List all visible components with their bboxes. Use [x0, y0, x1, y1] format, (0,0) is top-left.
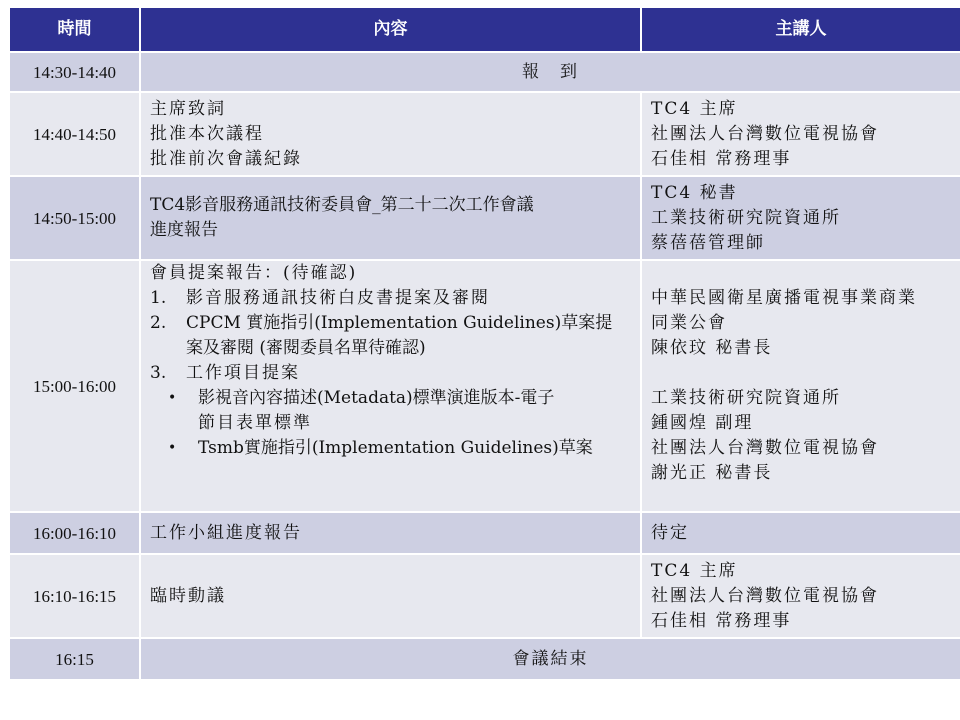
- speaker-line: 謝光正 秘書長: [651, 463, 773, 483]
- list-text: 影視音內容描述(Metadata)標準演進版本-電子: [198, 388, 555, 408]
- content-line: 主席致詞: [150, 98, 226, 119]
- list-text: 案及審閱 (審閱委員名單待確認): [186, 338, 426, 358]
- speaker-line: 同業公會: [651, 313, 727, 333]
- table-row: [10, 53, 960, 93]
- registration-cell: 報 到: [141, 53, 960, 93]
- list-text: 影音服務通訊技術白皮書提案及審閱: [186, 288, 490, 308]
- list-text: 節目表單標準: [198, 413, 312, 433]
- speaker-line: 中華民國衛星廣播電視事業商業: [651, 288, 917, 308]
- list-text: CPCM 實施指引(Implementation Guidelines)草案提: [186, 313, 613, 333]
- speaker-line: 鍾國煌 副理: [651, 413, 754, 433]
- speaker-line: 工業技術研究院資通所: [651, 388, 841, 408]
- speaker-line: TC4 主席: [651, 98, 738, 119]
- list-number: 2.: [150, 313, 167, 333]
- time-cell: 14:30-14:40: [10, 53, 141, 93]
- table-row: [10, 555, 960, 639]
- speaker-line: 社團法人台灣數位電視協會: [651, 438, 879, 458]
- content-line: 工作小組進度報告: [150, 522, 302, 543]
- table-row: [10, 93, 960, 177]
- list-text: Tsmb實施指引(Implementation Guidelines)草案: [198, 438, 593, 458]
- speaker-line: TC4 主席: [651, 560, 738, 581]
- list-item: [150, 286, 640, 311]
- table-row: [10, 261, 960, 513]
- speaker-cell: [642, 555, 960, 639]
- list-item: [150, 311, 640, 361]
- time-cell: 14:40-14:50: [10, 93, 141, 177]
- content-cell: [141, 177, 642, 261]
- content-line: 進度報告: [150, 220, 218, 240]
- speaker-cell: [642, 261, 960, 513]
- speaker-cell: [642, 513, 960, 555]
- list-number: 1.: [150, 288, 167, 308]
- content-cell: [141, 261, 642, 513]
- content-line: 批准本次議程: [150, 123, 264, 144]
- time-cell: 14:50-15:00: [10, 177, 141, 261]
- bullet-icon: •: [168, 440, 177, 456]
- speaker-line: 石佳相 常務理事: [651, 610, 792, 631]
- speaker-line: 石佳相 常務理事: [651, 148, 792, 169]
- list-number: 3.: [150, 363, 167, 383]
- header-row: [10, 8, 960, 53]
- header-time: 時間: [10, 8, 141, 53]
- list-item: [150, 361, 640, 461]
- bullet-icon: •: [168, 390, 177, 406]
- header-speaker: 主講人: [642, 8, 960, 53]
- speaker-line: 社團法人台灣數位電視協會: [651, 585, 879, 606]
- content-cell: [141, 93, 642, 177]
- speaker-line: 待定: [651, 522, 689, 543]
- speaker-line: 陳依玟 秘書長: [651, 338, 773, 358]
- speaker-cell: [642, 93, 960, 177]
- time-cell: 16:15: [10, 639, 141, 681]
- content-cell: [141, 513, 642, 555]
- speaker-cell: [642, 177, 960, 261]
- table-row: [10, 177, 960, 261]
- speaker-line: 工業技術研究院資通所: [651, 207, 841, 228]
- spacer: [651, 361, 960, 386]
- content-line: TC4影音服務通訊技術委員會_第二十二次工作會議: [150, 195, 534, 215]
- meeting-end-cell: 會議結束: [141, 639, 960, 681]
- proposal-list: [150, 286, 640, 461]
- content-line: 臨時動議: [150, 585, 226, 606]
- list-text: 工作項目提案: [186, 363, 300, 383]
- proposal-intro: 會員提案報告：(待確認): [150, 263, 358, 283]
- content-line: 批准前次會議紀錄: [150, 148, 302, 169]
- time-cell: 16:10-16:15: [10, 555, 141, 639]
- speaker-line: TC4 秘書: [651, 182, 738, 203]
- header-content: 內容: [141, 8, 642, 53]
- time-cell: 16:00-16:10: [10, 513, 141, 555]
- time-cell: 15:00-16:00: [10, 261, 141, 513]
- agenda-table: [10, 8, 960, 681]
- speaker-line: 蔡蓓蓓管理師: [651, 232, 765, 253]
- table-row: [10, 513, 960, 555]
- sub-list: [150, 386, 640, 461]
- table-row: [10, 639, 960, 681]
- speaker-line: 社團法人台灣數位電視協會: [651, 123, 879, 144]
- list-item: [150, 386, 640, 436]
- content-cell: [141, 555, 642, 639]
- list-item: [150, 436, 640, 461]
